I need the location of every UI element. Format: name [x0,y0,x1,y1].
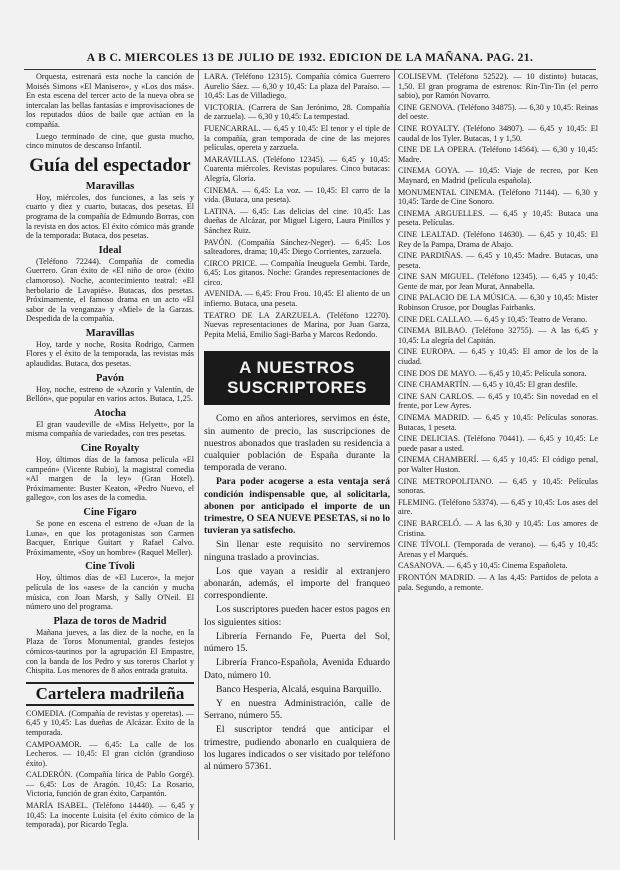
listing-entry: LARA. (Teléfono 12315). Compañía cómica Guerrero Aurelio Sáez. — 6,30 y 10,45: La plaza del Paraíso. — 10,45: Las de Villadiego. [204,72,390,101]
plaza-title: Plaza de toros de Madrid [53,615,167,627]
listing-entry: COLISEVM. (Teléfono 52522). — 10 distinto) butacas, 1,50. El gran programa de estrenos: Rin-Tin-Tin (el perro sabio), por Ramón Novarro. [398,72,598,101]
listing-entry: MARAVILLAS. (Teléfono 12345). — 6,45 y 10,45: Cuarenta miércoles. Revistas populares. Cinco butacas: Alegría, Gloria. [204,154,390,183]
section-heading: Cine Figaro [83,507,137,518]
listing-entry: CINE SAN MIGUEL. (Teléfono 12345). — 6,45 y 10,45: Gente de mar, por Jean Murat, Annabella. [398,272,598,291]
notice-paragraph: Y en nuestra Administración, calle de Serrano, número 55. [204,697,390,722]
listing-entry: FLEMING. (Teléfono 53374). — 6,45 y 10,45: Los ases del aire. [398,497,598,517]
listing-entry: CASANOVA. — 6,45 y 10,45: Cinema Españoleta. [398,561,568,571]
listing-entry: AVENIDA. — 6,45: Frou Frou. 10,45: El aliento de un infierno. Butaca, una peseta. [204,289,390,309]
listing-entry: CINEMA. — 6,45: La voz. — 10,45: El carro de la vida. (Butaca, una peseta). [204,185,390,205]
cartelera-entry: COMEDIA. (Compañía de revistas y operetas). — 6,45 y 10,45: Las dueñas de Alcázar. Éxito de la temporada. [26,708,194,737]
column-divider [198,70,199,840]
listing-entry: CINE LEALTAD. (Teléfono 14630). — 6,45 y 10,45: El Rey de la Pampa, Drama de Abajo. [398,229,598,249]
notice-paragraph: Librería Fernando Fe, Puerta del Sol, número 15. [204,630,390,655]
section-text: Hoy, tarde y noche, Rosita Rodrigo, Carmen Flores y el éxito de la temporada, las revistas más aplaudidas. Butaca, dos pesetas. [26,339,194,369]
notice-paragraph: El suscriptor tendrá que anticipar el trimestre, pudiendo abonarlo en cualquiera de los lugares indicados o ser visitado por teléfono al número 57361. [204,724,390,772]
cartelera-entry: CAMPOAMOR. — 6,45: La calle de los Lecheros. — 10,45: El gran ciclón (grandioso éxito). [26,739,194,768]
listing-entry: CINE DELICIAS. (Teléfono 70441). — 6,45 y 10,45: Le puede pasar a usted. [398,434,598,453]
section-heading: Maravillas [85,180,135,192]
cartelera-entry: MARÍA ISABEL. (Teléfono 14440). — 6,45 y 10,45: La inocente Luisita (el éxito cómico de la temporada), por Ricardo Tegla. [26,801,194,830]
column-left [26,72,194,842]
intro-paragraph: Luego terminado de cine, que gusta mucho, cinco minutos de descanso Infantil. [26,131,194,151]
cartelera-title: Cartelera madrileña [26,682,194,706]
listing-entry: CIRCO PRICE. — Compañía Ineuguela Gembi. Tarde, 6,45: Los gitanos. Noche: Grandes representaciones de circo. [204,258,390,287]
listing-entry: CINE CHAMARTÍN. — 6,45 y 10,45: El gran desfile. [398,380,578,390]
page-header: A B C. MIERCOLES 13 DE JULIO DE 1932. EDICION DE LA MAÑANA. PAG. 21. [86,52,534,64]
listing-entry: CINE DOS DE MAYO. — 6,45 y 10,45: Película sonora. [398,368,587,378]
section-text: Hoy, últimos días de la famosa película «El campeón» (Vicente Rubio), la magistral comedia «Al margen de la ley» (Gran Hotel). Próximamente: Buster Keaton, «Pedro Nuevo, el gallego», con los ases de la comedia. [26,455,194,503]
cartelera-entry: CALDERÓN. (Compañía lírica de Pablo Gorgé). — 6,45: Los de Aragón. 10,45: La Rosario, Victoria, función de gran éxito, Carpantón. [26,770,194,799]
listing-entry: CINE DEL CALLAO. — 6,45 y 10,45: Teatro de Verano. [398,314,588,324]
notice-paragraph: Librería Franco-Española, Avenida Eduardo Dato, número 10. [204,657,390,681]
listing-entry: FRONTÓN MADRID. — A las 4,45: Partidos de pelota a pala. Segundo, a remonte. [398,572,598,592]
listing-entry: CINE METROPOLITANO. — 6,45 y 10,45: Películas sonoras. [398,476,598,496]
notice-paragraph: Como en años anteriores, servimos en éste, sin aumento de precio, las suscripciones de nuestros abonados que trasladen su residencia a cualquier población de España durante la temporada de verano. [204,413,390,474]
section-heading: Ideal [98,244,122,256]
section-heading: Pavón [95,372,124,384]
notice-paragraph: Los que vayan a residir al extranjero abonarán, además, el importe del franqueo correspondiente. [204,565,390,602]
listing-entry: CINEMA GOYA. — 10,45: Viaje de recreo, por Ken Maynard, en Madrid (película española). [398,166,598,185]
listing-entry: CINE SAN CARLOS. — 6,45 y 10,45: Sin novedad en el frente, por Lew Ayres. [398,391,598,411]
listing-entry: VICTORIA. (Carrera de San Jerónimo, 28. Compañía de zarzuela). — 6,30 y 10,45: La tempestad. [204,102,390,122]
guide-title: Guía del espectador [29,154,191,176]
column-middle [204,72,390,842]
listing-entry: CINEMA BILBAO. (Teléfono 32755). — A las 6,45 y 10,45: La alegría del Capitán. [398,326,598,345]
listing-entry: CINE PALACIO DE LA MÚSICA. — 6,30 y 10,45: Mister Robinson Crusoe, por Douglas Fairbanks. [398,293,598,313]
listing-entry: MONUMENTAL CINEMA. (Teléfono 71144). — 6,30 y 10,45: Tarde de Cine Sonoro. [398,187,598,207]
plaza-text: Mañana jueves, a las diez de la noche, en la Plaza de Toros Monumental, grandes festejos cómicos-taurinos por la agrupación El Empastre, con la banda de los Pedro y sus toreros Charlot y Chispita. Los menores de 8 años entrada gratuita. [26,627,194,676]
section-text: (Teléfono 72244). Compañía de comedia Guerrero. Gran éxito de «El niño de oro» (éxito clamoroso). Noche, acontecimiento teatral: «El herbolario de Lavapiés». Butacas, dos pesetas. Próximamente, el famoso drama en un acto «El sabor de la venganza» y «Miel» de la Garzas. Despedida de la compañía. [26,256,194,324]
notice-paragraph: Sin llenar este requisito no serviremos ninguna traslado a provincias. [204,539,390,563]
section-heading: Cine Tívoli [85,561,135,573]
section-heading: Cine Royalty [80,443,140,455]
notice-paragraph: Para poder acogerse a esta ventaja será condición indispensable que, al solicitarla, abonen por anticipado el importe de un trimestre, O SEA NUEVE PESETAS, si no lo tuvieran ya satisfecho. [204,476,390,537]
section-text: Hoy, miércoles, dos funciones, a las seis y cuarto y diez y cuarto, butacas, dos pesetas. El programa de la compañía de Edmundo Borras, con la revista en dos actos. El éxito cómico más grande de la temporada: Butaca, dos pesetas. [26,192,194,241]
listing-entry: CINE BARCELÓ. — A las 6,30 y 10,45: Los amores de Cristina. [398,518,598,538]
listing-entry: CINE EUROPA. — 6,45 y 10,45: El amor de los de la ciudad. [398,347,598,367]
listing-entry: CINE TÍVOLI. (Temporada de verano). — 6,45 y 10,45: Arenas y el Marqués. [398,540,598,559]
listing-entry: CINE GENOVA. (Teléfono 34875). — 6,30 y 10,45: Reinas del oeste. [398,102,598,122]
listing-entry: FUENCARRAL. — 6,45 y 10,45: El tenor y el tiple de la compañía, gran temporada de cine de las mejores películas, opereta y zarzuela. [204,123,390,153]
section-heading: Atocha [93,407,127,419]
listing-entry: CINE ROYALTY. (Teléfono 34807). — 6,45 y 10,45: El caudal de los Tyler. Butacas, 1 y 1,50. [398,123,598,143]
section-text: Hoy, últimos días de «El Lucero», la mejor película de los «ases» de la canción y mucha música, con Joan Marsh, y Sally O'Neil. El número uno del programa. [26,573,194,612]
notice-paragraph: Banco Hesperia, Alcalá, esquina Barquillo. [216,683,382,695]
subscribers-banner: A NUESTROS SUSCRIPTORES [204,351,390,405]
listing-entry: TEATRO DE LA ZARZUELA. (Teléfono 12270). Nuevas representaciones de Marina, por Juan Garza, Pepita Meliá, Emilio Sagi-Barba y Marcos Redondo. [204,310,390,339]
listing-entry: CINEMA CHAMBERÍ. — 6,45 y 10,45: El código penal, por Walter Huston. [398,455,598,474]
listing-entry: PAVÓN. (Compañía Sánchez-Neger). — 6,45: Los salteadores, drama; 10,45: Diego Corrientes, zarzuela. [204,237,390,257]
listing-entry: CINE DE LA OPERA. (Teléfono 14564). — 6,30 y 10,45: Madre. [398,145,598,164]
column-divider [394,70,395,840]
section-heading: Maravillas [85,327,135,339]
section-text: El gran vaudeville de «Miss Helyett», por la misma compañía de variedades, con tres pesetas. [26,419,194,439]
column-right [398,72,598,842]
listing-entry: CINE PARDIÑAS. — 6,45 y 10,45: Madre. Butacas, una peseta. [398,251,598,270]
section-text: Se pone en escena el estreno de «Juan de la Luna», en que los protagonistas son Carmen Bacquer, Enrique Guitart y Rafael Calvo. Próximamente, «Soy un hombre» (Raquel Meller). [26,519,194,557]
listing-entry: CINEMA ARGUELLES. — 6,45 y 10,45: Butaca una peseta. Películas. [398,208,598,228]
listing-entry: LATINA. — 6,45: Las delicias del cine. 10,45: Las dueñas de Alcázar, por Miguel Ligero, Laura Pinillos y Sánchez Ruiz. [204,206,390,235]
intro-paragraph: Orquesta, estrenará esta noche la canción de Moisés Simons «El Manisero», y «Los dos más». En esta escena del tercer acto de la nueva obra se intercalan las bellas fantasías e improvisaciones de los reputados dúos de baile que actúan en la compañía. [26,72,194,129]
header-rule [24,69,596,70]
listing-entry: CINEMA MADRID. — 6,45 y 10,45: Películas sonoras. Butacas, 1 peseta. [398,413,598,432]
notice-paragraph: Los suscriptores pueden hacer estos pagos en los siguientes sitios: [204,604,390,628]
section-text: Hoy, noche, estreno de «Azorín y Valentín, de Bellón», que popular en varios actos. Butaca, 1,25. [26,384,194,404]
